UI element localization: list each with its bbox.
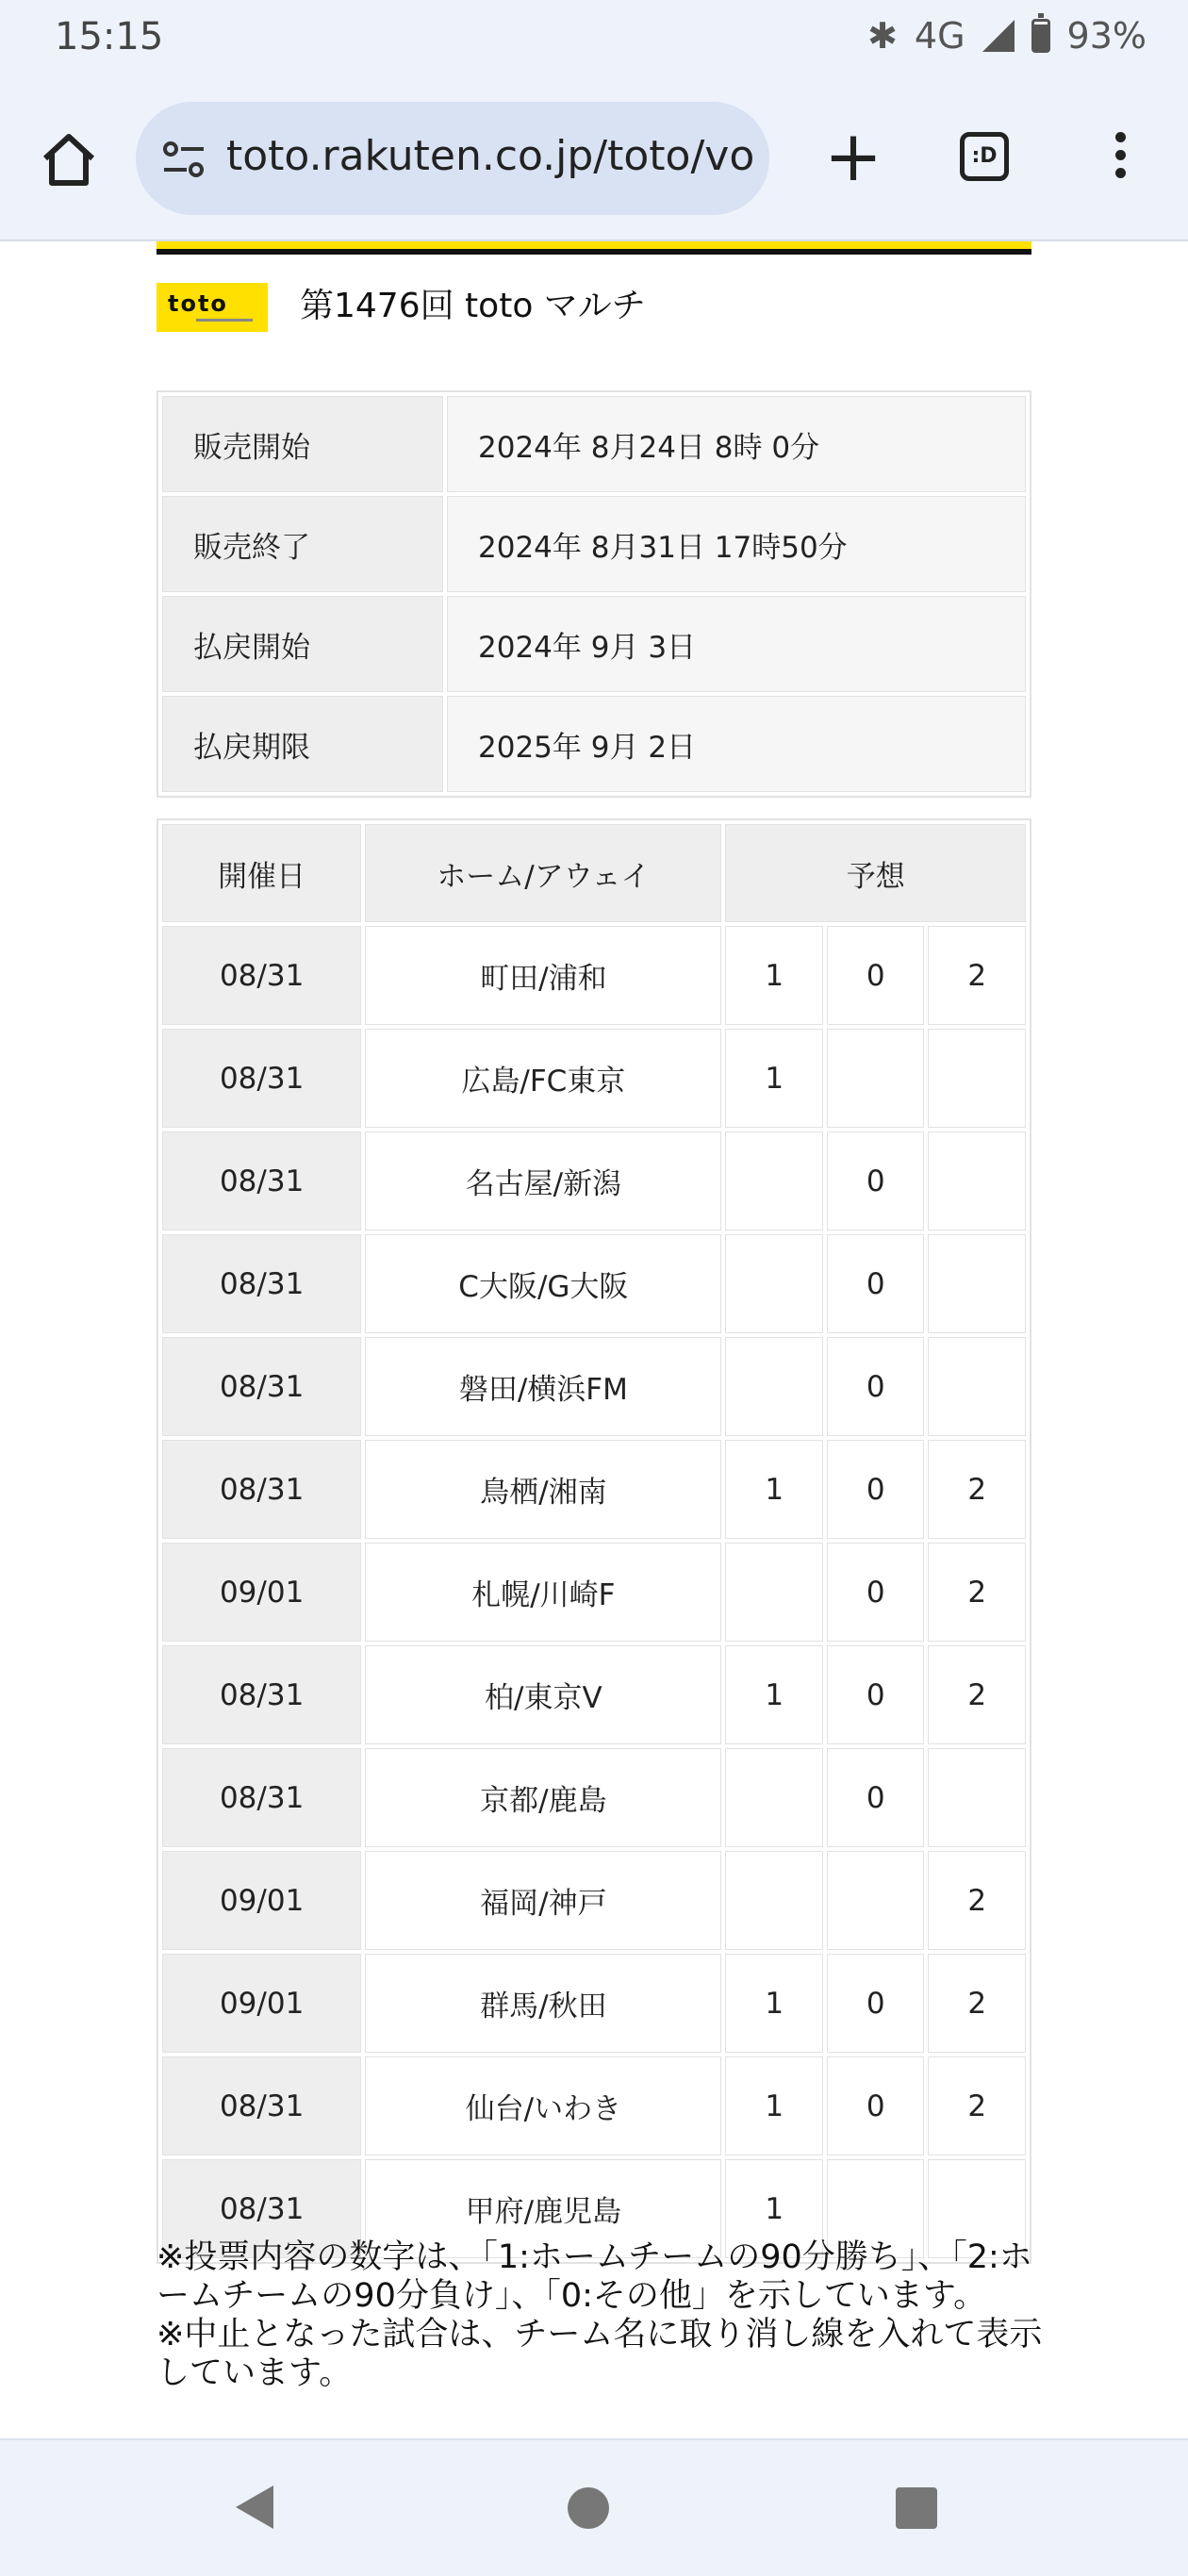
prediction-1: 1 [725, 1954, 823, 2053]
prediction-0: 0 [827, 1748, 925, 1847]
info-row [162, 696, 1026, 792]
match-date: 08/31 [162, 1337, 361, 1436]
prediction-2: 2 [928, 2056, 1026, 2155]
match-date: 08/31 [162, 1440, 361, 1539]
note-line: ※中止となった試合は、チーム名に取り消し線を入れて表示しています。 [157, 2316, 1043, 2392]
status-indicators [867, 15, 1147, 57]
info-value: 2024年 8月24日 8時 0分 [447, 396, 1026, 492]
info-value: 2024年 9月 3日 [447, 596, 1026, 692]
prediction-2 [928, 1131, 1026, 1230]
match-row [162, 1234, 1026, 1333]
match-teams: 広島/FC東京 [365, 1029, 721, 1128]
prediction-2: 2 [928, 1954, 1026, 2053]
match-row [162, 926, 1026, 1025]
prediction-0 [827, 1851, 925, 1950]
match-date: 08/31 [162, 1029, 361, 1128]
prediction-1 [725, 1234, 823, 1333]
header-date: 開催日 [162, 824, 361, 922]
prediction-1: 1 [725, 1440, 823, 1539]
match-date: 09/01 [162, 1954, 361, 2053]
home-icon[interactable] [36, 126, 102, 192]
match-date: 08/31 [162, 1748, 361, 1847]
header-prediction: 予想 [725, 824, 1026, 922]
match-teams: 仙台/いわき [365, 2056, 721, 2155]
match-teams: 群馬/秋田 [365, 1954, 721, 2053]
signal-icon [982, 20, 1015, 52]
match-teams: 福岡/神戸 [365, 1851, 721, 1950]
url-text[interactable]: toto.rakuten.co.jp/toto/vo [226, 132, 754, 180]
browser-toolbar [0, 79, 1188, 241]
match-date: 08/31 [162, 926, 361, 1025]
prediction-1 [725, 1337, 823, 1436]
prediction-1 [725, 1851, 823, 1950]
prediction-0: 0 [827, 1440, 925, 1539]
prediction-0: 0 [827, 1337, 925, 1436]
match-teams: 磐田/横浜FM [365, 1337, 721, 1436]
recents-icon[interactable] [896, 2487, 937, 2529]
battery-level: 93% [1066, 15, 1147, 57]
prediction-1: 1 [725, 926, 823, 1025]
status-time: 15:15 [55, 15, 164, 58]
match-teams: 名古屋/新潟 [365, 1131, 721, 1230]
prediction-0: 0 [827, 1234, 925, 1333]
header-rule [157, 241, 1031, 255]
info-label: 販売開始 [162, 396, 443, 492]
match-teams: 柏/東京V [365, 1645, 721, 1744]
toto-logo: toto [157, 283, 268, 332]
status-bar [0, 0, 1188, 79]
header-teams: ホーム/アウェイ [365, 824, 721, 922]
prediction-1: 1 [725, 2159, 823, 2258]
prediction-0: 0 [827, 1954, 925, 2053]
prediction-1 [725, 1543, 823, 1642]
info-label: 払戻期限 [162, 696, 443, 792]
match-header-row [162, 824, 1026, 922]
info-value: 2024年 8月31日 17時50分 [447, 496, 1026, 592]
nav-home-icon[interactable] [568, 2487, 609, 2529]
prediction-2 [928, 1337, 1026, 1436]
match-date: 08/31 [162, 1131, 361, 1230]
match-date: 08/31 [162, 1645, 361, 1744]
info-label: 販売終了 [162, 496, 443, 592]
system-nav-bar [0, 2438, 1188, 2576]
prediction-1 [725, 1131, 823, 1230]
prediction-1: 1 [725, 1029, 823, 1128]
prediction-0: 0 [827, 926, 925, 1025]
site-settings-icon[interactable] [160, 136, 207, 183]
info-row [162, 396, 1026, 492]
info-row [162, 496, 1026, 592]
note-line: ※投票内容の数字は、「1:ホームチームの90分勝ち」、「2:ホームチームの90分負け」、「0:その他」を示しています。 [157, 2238, 1032, 2315]
prediction-0: 0 [827, 2056, 925, 2155]
battery-icon [1031, 19, 1050, 53]
match-teams: 町田/浦和 [365, 926, 721, 1025]
info-value: 2025年 9月 2日 [447, 696, 1026, 792]
match-row [162, 1543, 1026, 1642]
prediction-1: 1 [725, 2056, 823, 2155]
prediction-2: 2 [928, 1543, 1026, 1642]
match-date: 09/01 [162, 1543, 361, 1642]
match-teams: 甲府/鹿児島 [365, 2159, 721, 2258]
address-bar[interactable] [136, 102, 769, 215]
match-teams: 札幌/川崎F [365, 1543, 721, 1642]
match-row [162, 1954, 1026, 2053]
match-date: 08/31 [162, 2159, 361, 2258]
match-date: 08/31 [162, 2056, 361, 2155]
match-row [162, 1029, 1026, 1128]
back-icon[interactable] [236, 2485, 273, 2529]
page-title: 第1476回 toto マルチ [300, 287, 646, 325]
prediction-1: 1 [725, 1645, 823, 1744]
prediction-2 [928, 1748, 1026, 1847]
match-teams: 京都/鹿島 [365, 1748, 721, 1847]
prediction-0: 0 [827, 1645, 925, 1744]
prediction-0: 0 [827, 1543, 925, 1642]
info-label: 払戻開始 [162, 596, 443, 692]
notes [157, 2238, 1043, 2393]
match-row [162, 1645, 1026, 1744]
prediction-1 [725, 1748, 823, 1847]
tab-switcher-icon[interactable]: :D [960, 132, 1009, 181]
new-tab-icon[interactable]: + [823, 116, 883, 197]
prediction-0 [827, 1029, 925, 1128]
match-row [162, 1337, 1026, 1436]
match-row [162, 1851, 1026, 1950]
network-type: 4G [914, 15, 965, 57]
prediction-0: 0 [827, 1131, 925, 1230]
info-row [162, 596, 1026, 692]
match-date: 09/01 [162, 1851, 361, 1950]
match-row [162, 1748, 1026, 1847]
match-row [162, 1440, 1026, 1539]
match-row [162, 1131, 1026, 1230]
prediction-2 [928, 1029, 1026, 1128]
sales-info-table [157, 390, 1031, 798]
prediction-2: 2 [928, 1851, 1026, 1950]
prediction-2: 2 [928, 926, 1026, 1025]
match-teams: 鳥栖/湘南 [365, 1440, 721, 1539]
prediction-2: 2 [928, 1645, 1026, 1744]
bluetooth-icon: ✱ [867, 15, 898, 57]
match-row [162, 2056, 1026, 2155]
prediction-2: 2 [928, 1440, 1026, 1539]
match-table [157, 818, 1031, 2264]
match-teams: C大阪/G大阪 [365, 1234, 721, 1333]
prediction-2 [928, 1234, 1026, 1333]
more-vert-icon[interactable] [1101, 126, 1139, 194]
match-date: 08/31 [162, 1234, 361, 1333]
